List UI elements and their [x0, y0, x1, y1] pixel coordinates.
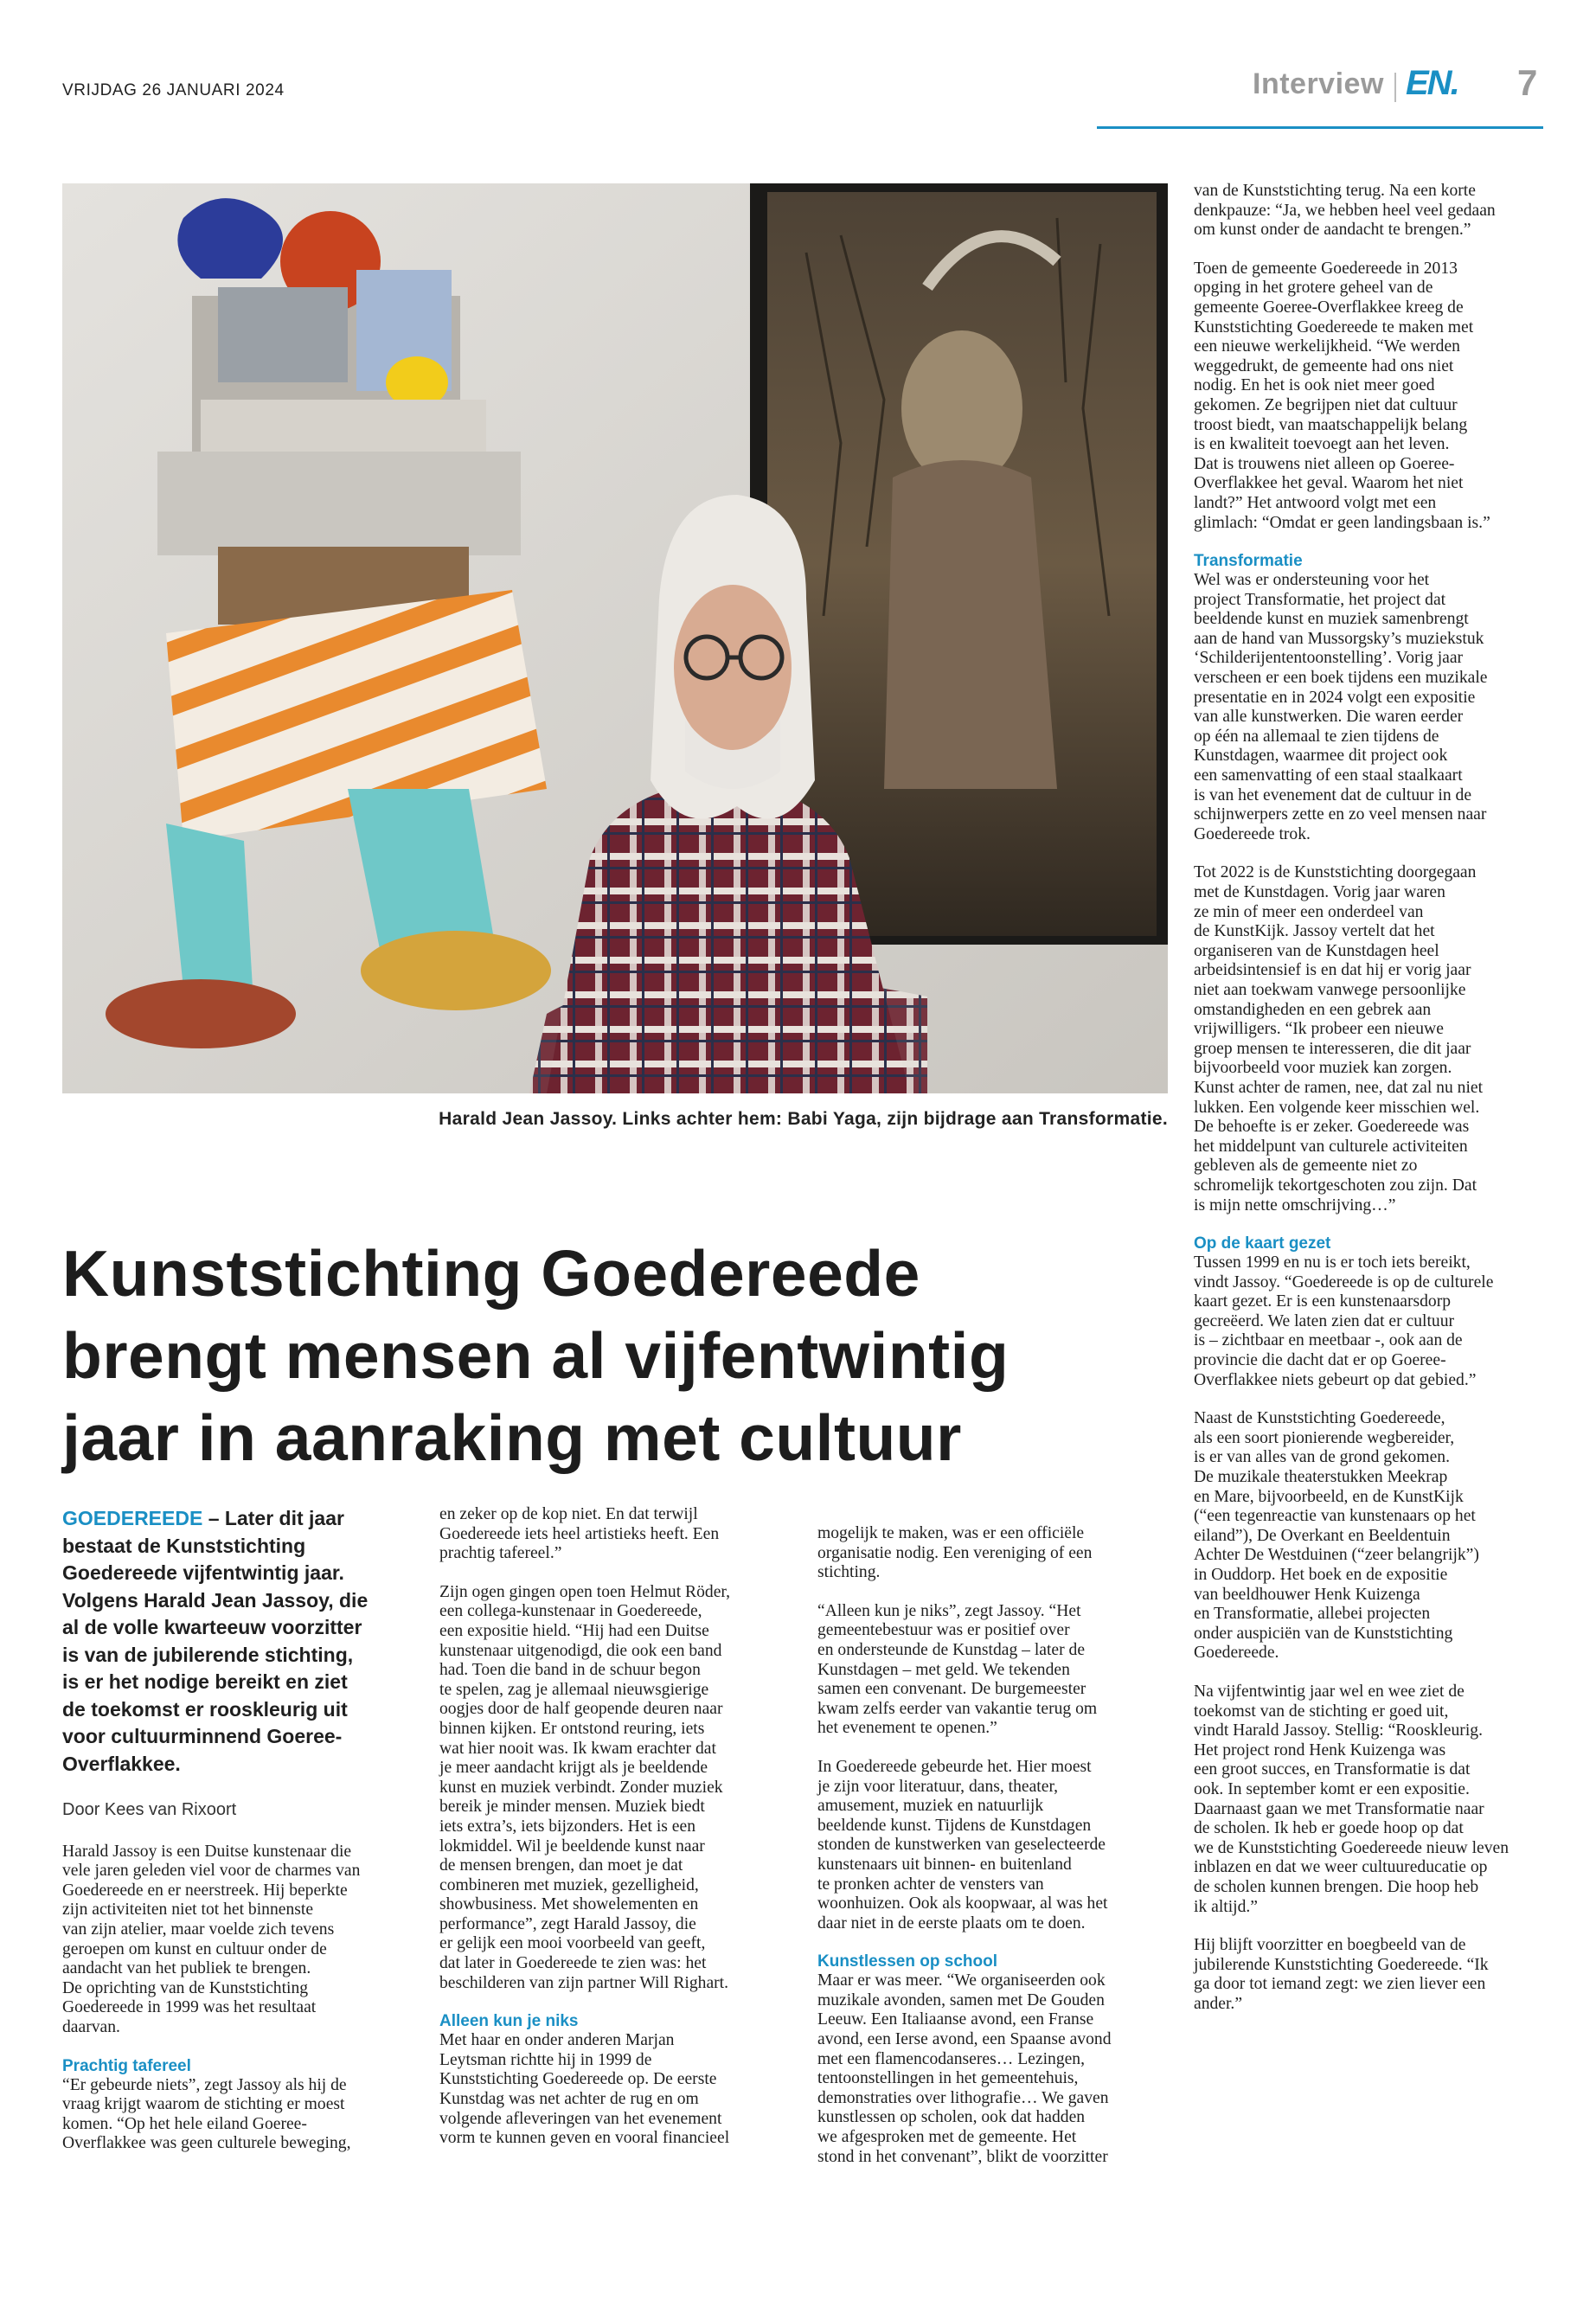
paragraph: en zeker op de kop niet. En dat terwijl Goedereede iets heel artistieks heeft. Een prachtig tafereel.” — [439, 1505, 720, 1563]
dateline: GOEDEREEDE — [62, 1507, 203, 1529]
section-label: Interview — [1253, 67, 1384, 100]
subheading: Op de kaart gezet — [1194, 1234, 1331, 1253]
article-intro — [62, 1505, 404, 1778]
paragraph: Wel was er ondersteuning voor het project Transformatie, het project dat beeldende kunst en muziek samenbrengt aan de hand van Mussorgsky’s muziekstuk ‘Schilderijententoonstelling’. Vorig jaar verscheen er een boek tijdens een muzikale presentatie en in 2024 volgt een expositie van alle kunstwerken. Die waren eerder op één na allemaal te zien tijdens de Kunstdagen, waarmee dit project ook een samenvatting of een staal staalkaart is van het evenement dat de cultuur in de schijnwerpers zette en zo veel mensen naar Goedereede trok. — [1194, 571, 1488, 843]
subheading: Transformatie — [1194, 552, 1303, 571]
article-column-4 — [1194, 182, 1548, 2014]
paragraph: Naast de Kunststichting Goedereede, als een soort pionierende wegbereider, is er van alles van de grond gekomen. De muzikale theaterstukken Meekrap en Mare, bijvoorbeeld, en de KunstKijk (“een tegenreactie van kunstenaars op het eiland”), De Overkant en Beeldentuin Achter De Westduinen (“zeer belangrijk”) in Ouddorp. Het boek en de expositie van beeldhouwer Henk Kuizenga en Transformatie, allebei projecten onder auspiciën van de Kunststichting Goedereede. — [1194, 1409, 1479, 1663]
subheading: Alleen kun je niks — [439, 2012, 579, 2031]
article-column-2 — [439, 1505, 794, 2149]
subheading: Kunstlessen op school — [817, 1952, 997, 1971]
paragraph: Zijn ogen gingen open toen Helmut Röder, een collega-kunstenaar in Goedereede, een expositie hield. “Hij had een Duitse kunstenaar uitgenodigd, die ook een band had. Toen die band in de schuur begon te spelen, zag je allemaal nieuwsgierige oogjes door de half geopende deuren naar binnen kijken. Er ontstond reuring, iets wat hier nooit was. Ik kwam erachter dat je meer aandacht krijgt als je beeldende kunst en muziek verbindt. Zonder muziek bereik je minder mensen. Muziek biedt iets extra’s, iets bijzonders. Het is een lokmiddel. Wil je beeldende kunst naar de mensen brengen, dan moet je dat combineren met muziek, gezelligheid, showbusiness. Met showelementen en performance”, zegt Harald Jassoy, die er gelijk een mooi voorbeeld van geeft, dat later in Goedereede te zien was: het beschilderen van zijn partner Will Righart. — [439, 1582, 731, 1992]
page-number: 7 — [1517, 62, 1538, 103]
headline-line-3: jaar in aanraking met cultuur — [62, 1401, 962, 1474]
paragraph: Maar er was meer. “We organiseerden ook muzikale avonden, samen met De Gouden Leeuw. Een Italiaanse avond, een Franse avond, een Ierse avond, een Spaanse avond met een flamencodanseres… Lezingen, tentoonstellingen in het gemeentehuis, demonstraties over lithografie… We gaven kunstlessen op scholen, ook dat hadden we afgesproken met de gemeente. Het stond in het convenant”, blikt de voorzitter — [817, 1971, 1112, 2166]
paragraph: “Er gebeurde niets”, zegt Jassoy als hij de vraag krijgt waarom de stichting er moest komen. “Op het hele eiland Goeree- Overflakkee was geen culturele beweging, — [62, 2075, 351, 2153]
article-column-1 — [62, 1505, 404, 2154]
paragraph: Na vijfentwintig jaar wel en wee ziet de toekomst van de stichting er goed uit, vindt Harald Jassoy. Stellig: “Rooskleurig. Het project rond Henk Kuizenga was een groot succes, en Transformatie is dat ook. In september komt er een expositie. Daarnaast gaan we met Transformatie naar de scholen. Ik heb er goede hoop op dat we de Kunststichting Goedereede nieuw leven inblazen en dat we weer cultuureducatie op de scholen kunnen brengen. Die hoop heb ik altijd.” — [1194, 1682, 1509, 1916]
newspaper-logo: EN. — [1406, 64, 1458, 102]
byline: Door Kees van Rixoort — [62, 1800, 237, 1819]
intro-text: – Later dit jaar bestaat de Kunststichting Goedereede vijfentwintig jaar. Volgens Harald Jean Jassoy, die al de volle kwarteeuw voorzitter is van de jubilerende stichting, is er het nodige bereikt en ziet de toekomst er rooskleurig uit voor cultuurminnend Goeree- Overflakkee. — [62, 1507, 369, 1775]
photo-illustration — [62, 183, 1168, 1093]
subheading: Prachtig tafereel — [62, 2056, 191, 2075]
paragraph: Harald Jassoy is een Duitse kunstenaar die vele jaren geleden viel voor de charmes van Goedereede en er neerstreek. Hij beperkte zijn activiteiten niet tot het binnenste van zijn atelier, maar voelde zich tevens geroepen om kunst en cultuur onder de aandacht van het publiek te brengen. De oprichting van de Kunststichting Goedereede in 1999 was het resultaat daarvan. — [62, 1842, 361, 2036]
header-divider — [1394, 73, 1396, 102]
issue-date: VRIJDAG 26 JANUARI 2024 — [62, 81, 285, 99]
paragraph: Tot 2022 is de Kunststichting doorgegaan met de Kunstdagen. Vorig jaar waren ze min of meer een onderdeel van de KunstKijk. Jassoy vertelt dat het organiseren van de Kunstdagen heel arbeidsintensief is en dat hij er vorig jaar niet aan toekwam vanwege persoonlijke omstandigheden en een gebrek aan vrijwilligers. “Ik probeer een nieuwe groep mensen te interesseren, die dit jaar bijvoorbeeld voor muziek kan zorgen. Kunst achter de ramen, nee, dat zal nu niet lukken. Een volgende keer misschien wel. De behoefte is er zeker. Goedereede was het middelpunt van culturele activiteiten gebleven als de gemeente niet zo schromelijk tekortgeschoten zou zijn. Dat is mijn nette omschrijving…” — [1194, 863, 1484, 1215]
paragraph: Toen de gemeente Goedereede in 2013 opging in het grotere geheel van de gemeente Goeree-Overflakkee kreeg de Kunststichting Goedereede te maken met een nieuwe werkelijkheid. “We werden weggedrukt, de gemeente had ons niet nodig. En het is ook niet meer goed gekomen. Ze begrijpen niet dat cultuur troost biedt, van maatschappelijk belang is en kwaliteit toevoegt aan het leven. Dat is trouwens niet alleen op Goeree- Overflakkee het geval. Waarom het niet landt?” Het antwoord volgt met een glimlach: “Omdat er geen landingsbaan is.” — [1194, 259, 1490, 532]
article-headline — [62, 1233, 1168, 1479]
paragraph: Hij blijft voorzitter en boegbeeld van de jubilerende Kunststichting Goedereede. “Ik ga door tot iemand zegt: we zien liever een ander.” — [1194, 1936, 1489, 2013]
paragraph: mogelijk te maken, was er een officiële organisatie nodig. Een vereniging of een stichting. — [817, 1524, 1093, 1582]
paragraph: In Goedereede gebeurde het. Hier moest je zijn voor literatuur, dans, theater, amusement, muziek en natuurlijk beeldende kunst. Tijdens de Kunstdagen stonden de kunstwerken van geselecteerde kunstenaars uit binnen- en buitenland te pronken achter de vensters van woonhuizen. Ook als koopwaar, al was het daar niet in de eerste plaats om te doen. — [817, 1757, 1108, 1932]
paragraph: Met haar en onder anderen Marjan Leytsman richtte hij in 1999 de Kunststichting Goedereede op. De eerste Kunstdag was net achter de rug en om volgende afleveringen van het evenement vorm te kunnen geven en vooral financieel — [439, 2031, 730, 2148]
headline-line-1: Kunststichting Goedereede — [62, 1237, 920, 1310]
paragraph: “Alleen kun je niks”, zegt Jassoy. “Het gemeentebestuur was er positief over en ondersteunde de Kunstdag – later de Kunstdagen – met geld. We tekenden samen een convenant. De burgemeester kwam zelfs eerder van vakantie terug om het evenement te openen.” — [817, 1601, 1098, 1738]
header-rule — [1097, 126, 1543, 129]
headline-line-2: brengt mensen al vijfentwintig — [62, 1319, 1010, 1392]
article-photo — [62, 183, 1168, 1093]
paragraph: Tussen 1999 en nu is er toch iets bereikt, vindt Jassoy. “Goedereede is op de culturele kaart gezet. Er is een kunstenaarsdorp gecreëerd. We laten zien dat er cultuur is – zichtbaar en meetbaar -, ook aan de provincie die dacht dat er op Goeree- Overflakkee niets gebeurt op dat gebied.” — [1194, 1253, 1494, 1389]
paragraph: van de Kunststichting terug. Na een korte denkpauze: “Ja, we hebben heel veel gedaan om kunst onder de aandacht te brengen.” — [1194, 182, 1496, 240]
article-column-3 — [817, 1524, 1172, 2167]
photo-caption: Harald Jean Jassoy. Links achter hem: Babi Yaga, zijn bijdrage aan Transformatie. — [439, 1109, 1168, 1129]
